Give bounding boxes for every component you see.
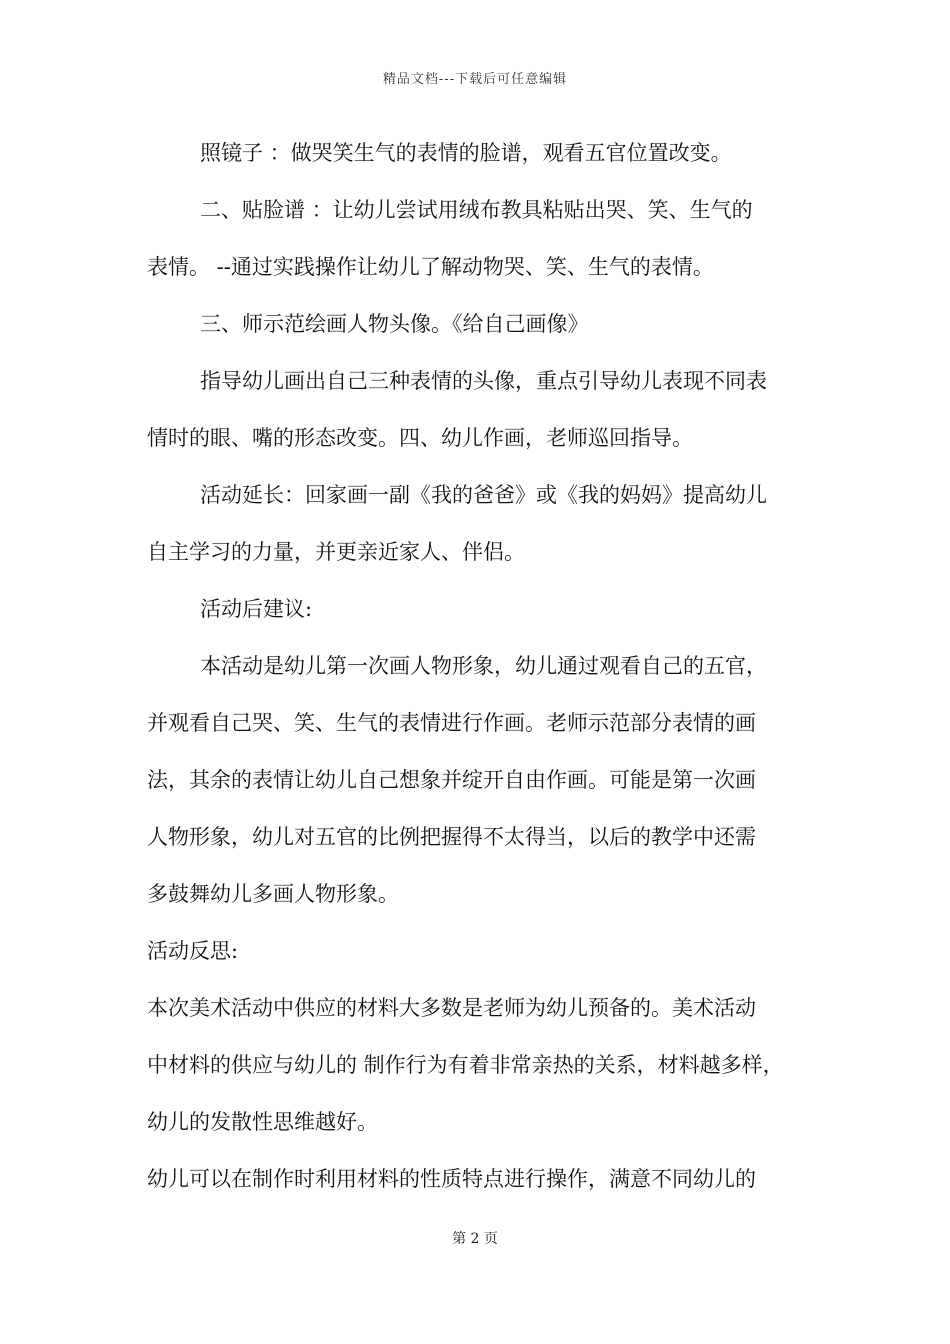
text-line: 二、贴脸谱 ：让幼儿尝试用绒布教具粘贴出哭、笑、生气的 [200, 198, 753, 222]
text-line: 活动反思: [147, 939, 239, 963]
text-line: 本次美术活动中供应的材料大多数是老师为幼儿预备的。美术活动 [147, 996, 756, 1020]
page-header: 精品文档---下载后可任意编辑 [382, 72, 568, 87]
text-line: 并观看自己哭、笑、生气的表情进行作画。老师示范部分表情的画 [147, 711, 756, 735]
text-line: 指导幼儿画出自己三种表情的头像，重点引导幼儿表现不同表 [200, 369, 767, 393]
text-line: 表情。 --通过实践操作让幼儿了解动物哭、笑、生气的表情。 [147, 255, 714, 279]
text-line: 幼儿可以在制作时利用材料的性质特点进行操作，满意不同幼儿的 [147, 1167, 756, 1191]
text-line: 活动延长：回家画一副《我的爸爸》或《我的妈妈》提高幼儿 [200, 483, 767, 507]
text-line: 自主学习的力量，并更亲近家人、伴侣。 [147, 540, 525, 564]
text-line: 人物形象，幼儿对五官的比例把握得不太得当，以后的教学中还需 [147, 825, 756, 849]
text-line: 三、师示范绘画人物头像。《给自己画像》 [200, 312, 589, 336]
text-line: 活动后建议: [200, 597, 313, 621]
text-line: 情时的眼、嘴的形态改变。四、幼儿作画，老师巡回指导。 [147, 426, 693, 450]
text-line: 照镜子 ：做哭笑生气的表情的脸谱，观看五官位置改变。 [200, 141, 732, 165]
text-line: 多鼓舞幼儿多画人物形象。 [147, 882, 399, 906]
text-line: 幼儿的发散性思维越好。 [147, 1110, 378, 1134]
text-line: 本活动是幼儿第一次画人物形象，幼儿通过观看自己的五官， [200, 654, 767, 678]
text-line: 中材料的供应与幼儿的 制作行为有着非常亲热的关系，材料越多样， [147, 1053, 784, 1077]
text-line: 法，其余的表情让幼儿自己想象并绽开自由作画。可能是第一次画 [147, 768, 756, 792]
page-number: 第 2 页 [452, 1231, 498, 1247]
